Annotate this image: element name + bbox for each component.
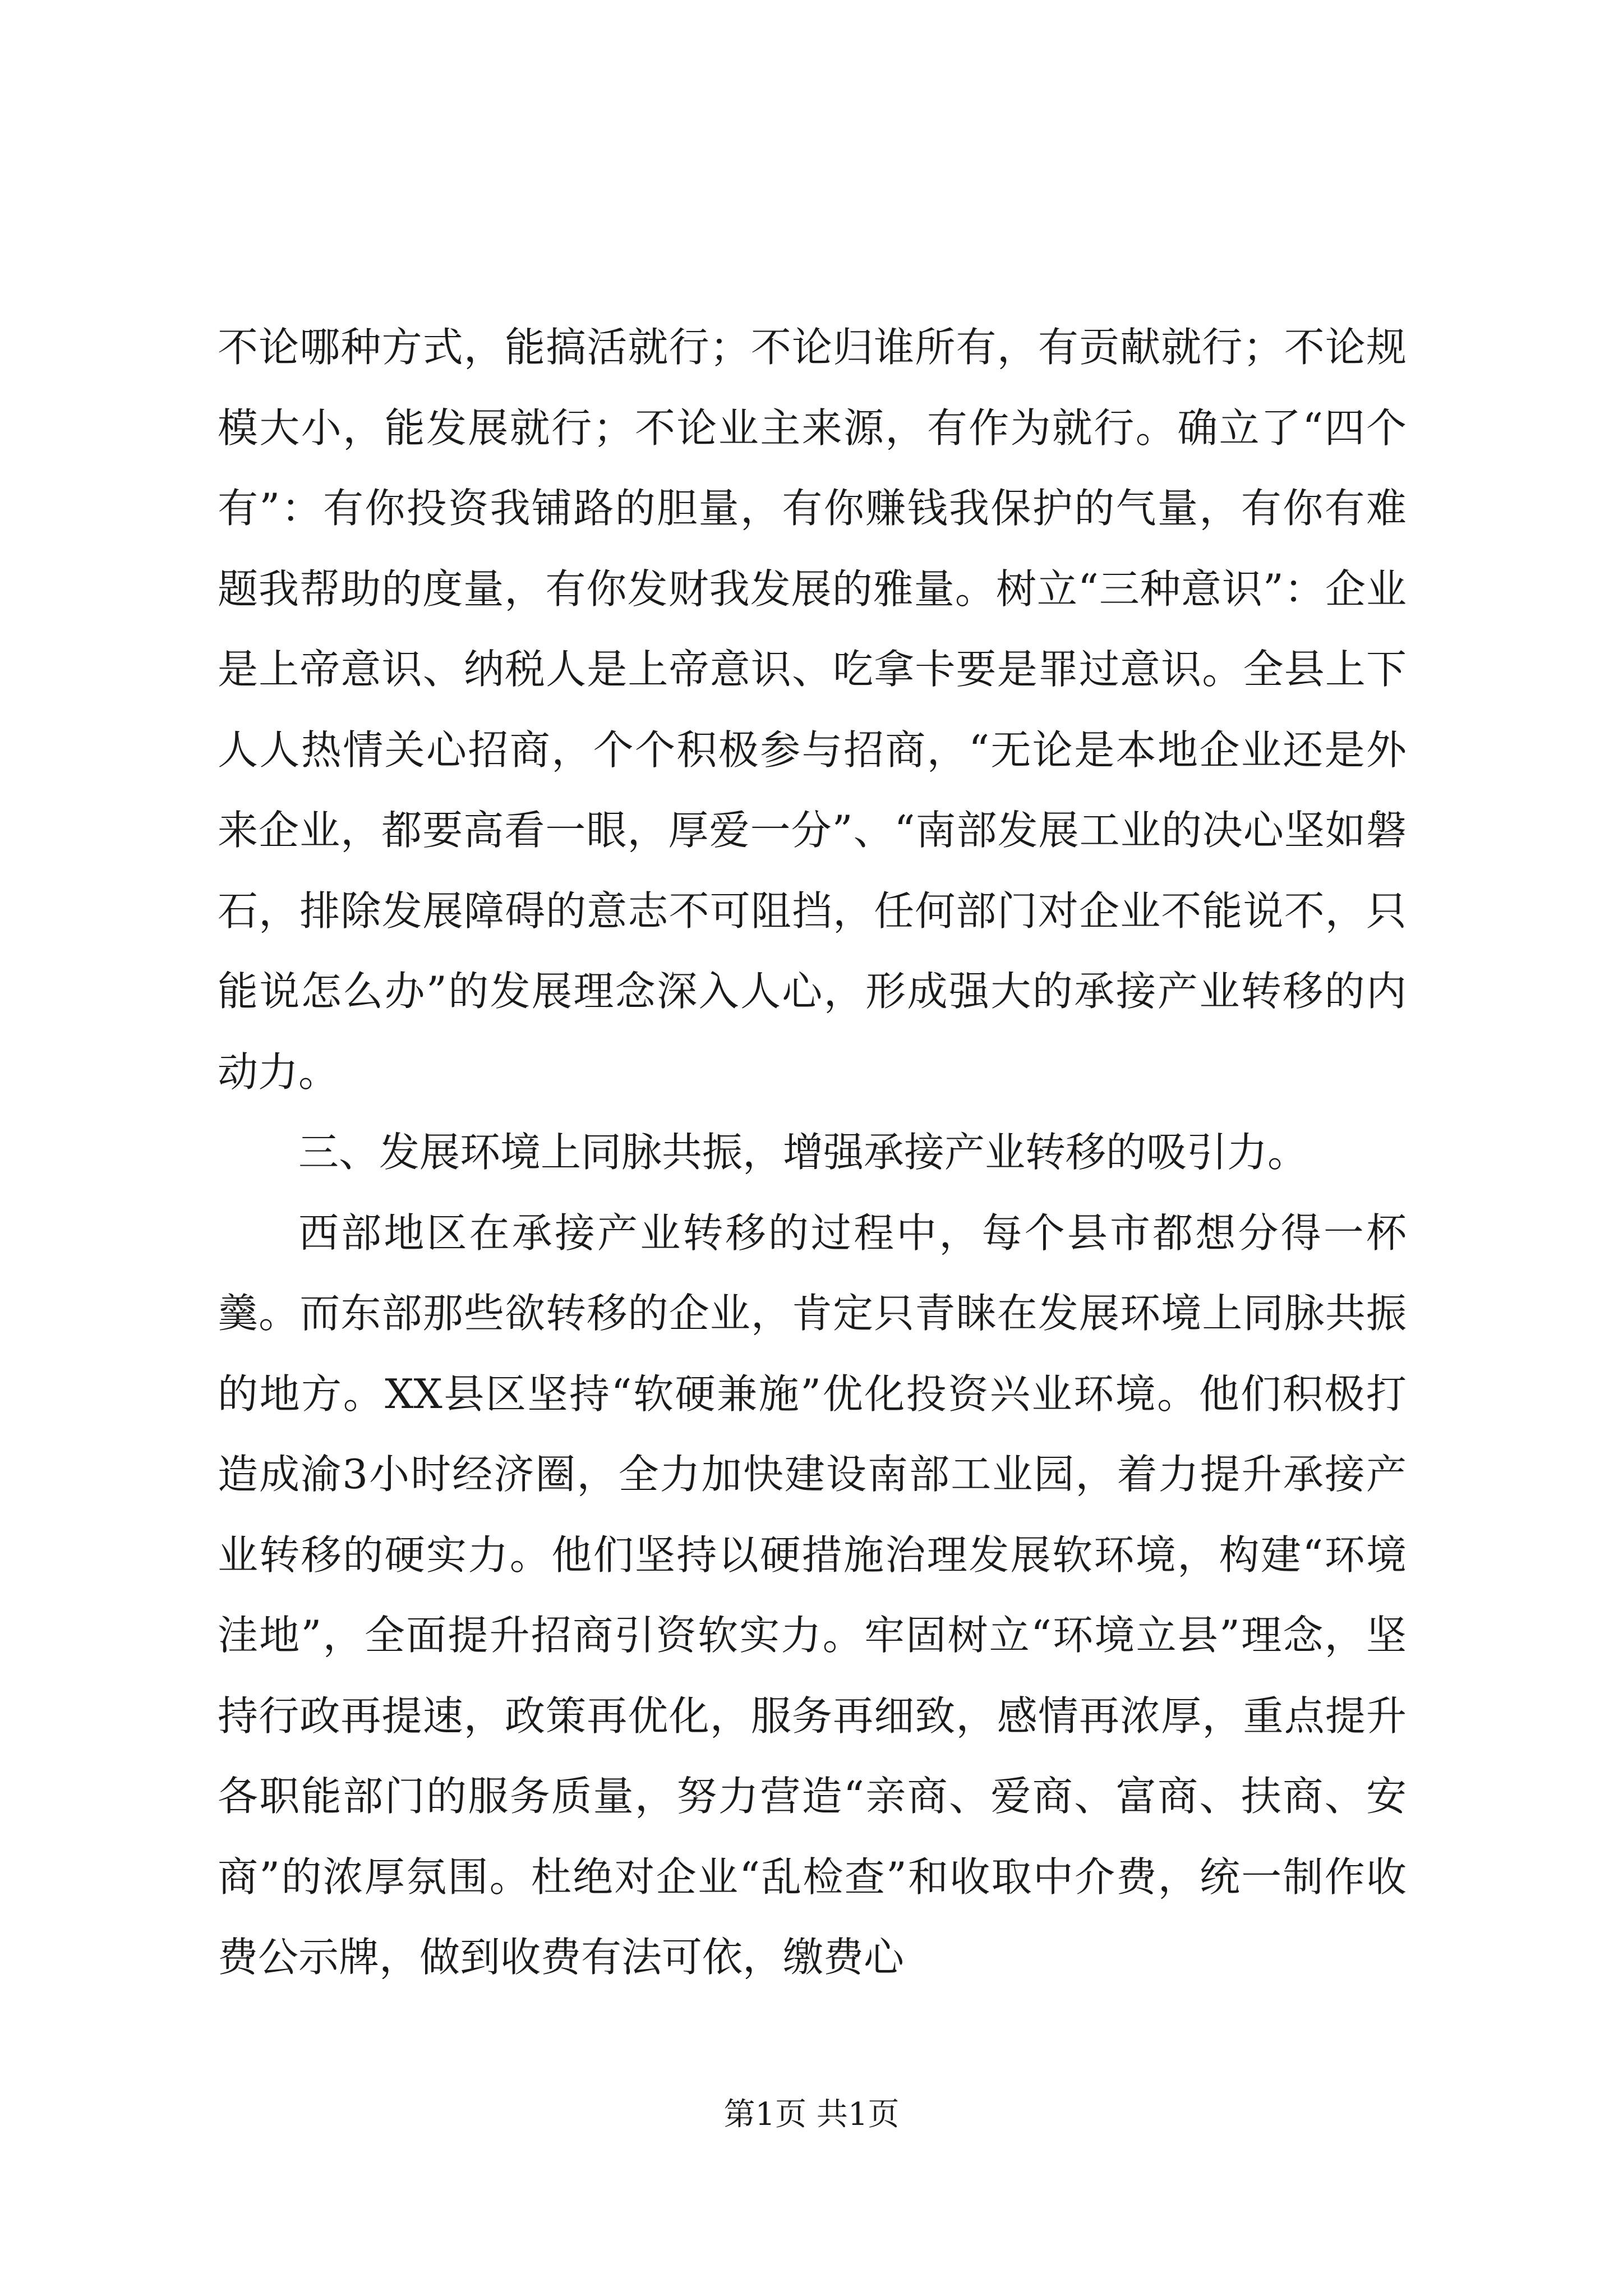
body-paragraph: 西部地区在承接产业转移的过程中，每个县市都想分得一杯羹。而东部那些欲转移的企业，肯定只青睐在发展环境上同脉共振的地方。XX县区坚持“软硬兼施”优化投资兴业环境。他们积极打造成渝3小时经济圈，全力加快建设南部工业园，着力提升承接产业转移的硬实力。他们坚持以硬措施治理发展软环境，构建“环境洼地”，全面提升招商引资软实力。牢固树立“环境立县”理念，坚持行政再提速，政策再优化，服务再细致，感情再浓厚，重点提升各职能部门的服务质量，努力营造“亲商、爱商、富商、扶商、安商”的浓厚氛围。杜绝对企业“乱检查”和收取中介费，统一制作收费公示牌，做到收费有法可依，缴费心	[218, 1209, 1407, 1981]
section-heading-three: 三、发展环境上同脉共振，增强承接产业转移的吸引力。	[298, 1129, 1308, 1176]
page-number-footer: 第1页 共1页	[723, 2096, 900, 2133]
document-body	[218, 307, 1407, 1998]
body-paragraph-continued: 不论哪种方式，能搞活就行；不论归谁所有，有贡献就行；不论规模大小，能发展就行；不论业主来源，有作为就行。确立了“四个有”：有你投资我铺路的胆量，有你赚钱我保护的气量，有你有难题我帮助的度量，有你发财我发展的雅量。树立“三种意识”：企业是上帝意识、纳税人是上帝意识、吃拿卡要是罪过意识。全县上下人人热情关心招商，个个积极参与招商，“无论是本地企业还是外来企业，都要高看一眼，厚爱一分”、“南部发展工业的决心坚如磐石，排除发展障碍的意志不可阻挡，任何部门对企业不能说不，只能说怎么办”的发展理念深入人心，形成强大的承接产业转移的内动力。	[218, 324, 1407, 1096]
